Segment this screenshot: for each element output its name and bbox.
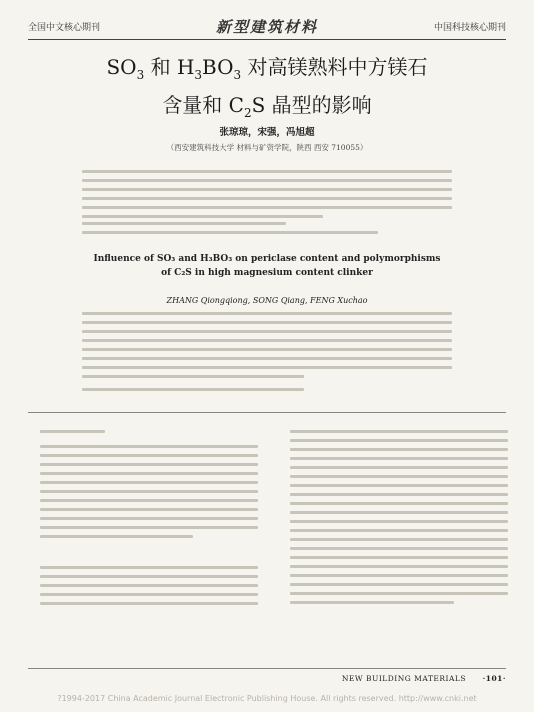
affiliation: （西安建筑科技大学 材料与矿资学院，陕西 西安 710055） [166,143,368,152]
footer-journal-name: NEW BUILDING MATERIALS [341,674,466,683]
en-title-line-2: of C₂S in high magnesium content clinker [161,268,373,278]
keywords-en-placeholder [82,388,452,397]
body-column-right [290,430,508,610]
copyright-line: ?1994-2017 China Academic Journal Electronic Publishing House. All rights reserved. http://www.cnki.net [57,694,477,703]
abstract-en-placeholder [82,312,452,384]
keywords-cn-placeholder [82,222,452,240]
title-line-2: 含量和 $C_2S$ 晶型的影响 [162,93,372,120]
abstract-cn-placeholder [82,170,452,224]
english-title [40,252,494,280]
paper-title [30,52,504,128]
header-rule [28,39,506,40]
body-column-left [40,430,258,611]
title-line-1: $SO_3$ 和 $H_3BO_3$ 对高镁熟料中方镁石 [106,55,428,82]
running-header [28,16,506,38]
header-right: 中国科技核心期刊 [433,23,506,33]
english-authors: ZHANG Qiongqiong, SONG Qiang, FENG Xuchao [166,296,368,305]
footer-rule [28,668,506,669]
journal-logo: 新型建筑材料 [215,18,319,36]
section-rule [28,412,506,413]
author-list: 张琼琼，宋强，冯旭超 [219,127,315,138]
header-left: 全国中文核心期刊 [28,23,101,33]
en-title-line-1: Influence of SO₃ and H₃BO₃ on periclase content and polymorphisms [93,254,441,264]
page-number: ·101· [482,674,506,683]
